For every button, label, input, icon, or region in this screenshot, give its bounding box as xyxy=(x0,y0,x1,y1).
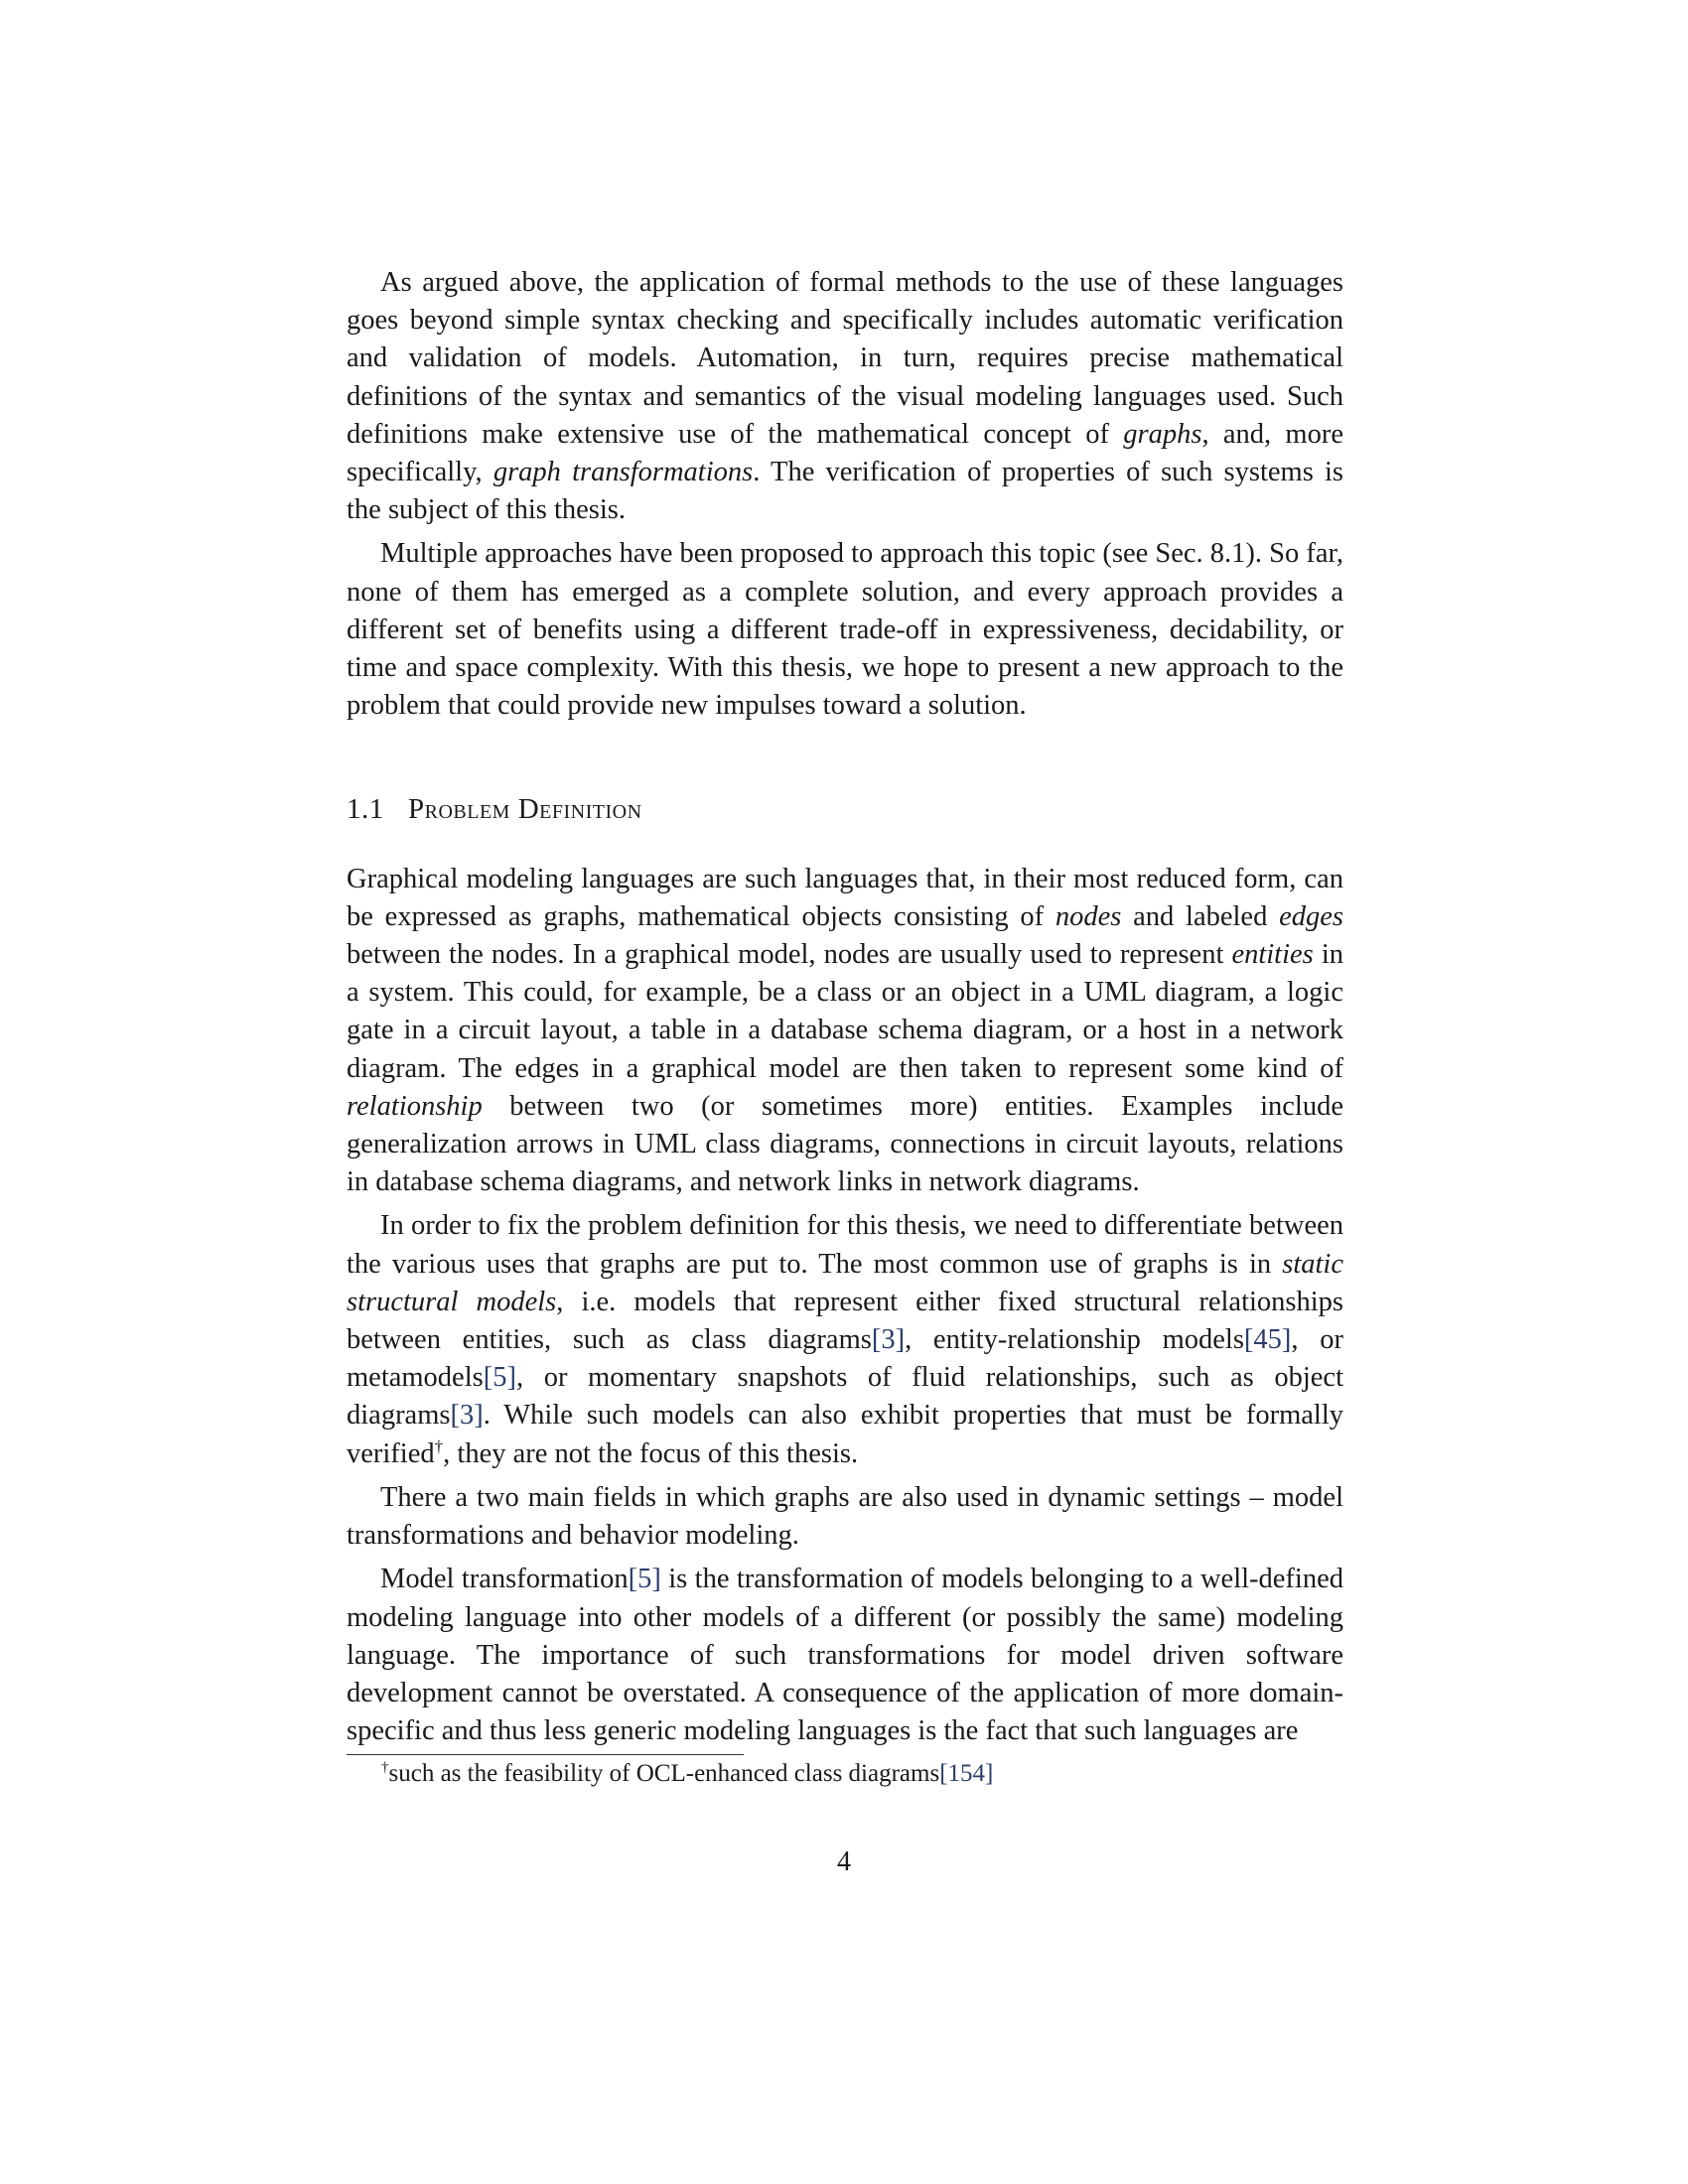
text-run: As argued above, the application of formal methods to the use of these languages goes beyond simple syntax checking and specifically includes automatic verification and validation of models. Automation, in turn, requires precise mathematical definitions of the syntax and semantics of the visual modeling languages used. Such definitions make extensive use of the mathematical concept of xyxy=(347,267,1343,450)
text-run: , they are not the focus of this thesis. xyxy=(443,1437,859,1469)
text-run: between the nodes. In a graphical model, nodes are usually used to represent xyxy=(347,939,1232,971)
text-run: is the transformation of models belonging to a well-defined modeling language into other models of a different (or possibly the same) modeling language. The importance of such transformations for model driven software development cannot be overstated. A consequence of the application of more domain-specific and thus less generic modeling languages is the fact that such languages are xyxy=(347,1564,1343,1747)
text-run: There a two main fields in which graphs are also used in dynamic settings – model transformations and behavior modeling. xyxy=(347,1481,1343,1552)
paragraph-problem-definition xyxy=(347,1207,1343,1472)
text-run: in a system. This could, for example, be a class or an object in a UML diagram, a logic gate in a circuit layout, a table in a database schema diagram, or a host in a network diagram. The edges in a graphical model are then taken to represent some kind of xyxy=(347,939,1343,1084)
section-title: Problem Definition xyxy=(408,793,642,826)
emphasis-text: graphs xyxy=(1123,418,1202,450)
text-run: . While such models can also exhibit properties that must be formally verified xyxy=(347,1400,1343,1469)
footnote-marker: † xyxy=(434,1436,444,1456)
page-body xyxy=(347,264,1343,1756)
text-run: , entity-relationship models xyxy=(905,1324,1244,1356)
emphasis-text: static structural models xyxy=(347,1248,1343,1317)
text-run: Graphical modeling languages are such languages that, in their most reduced form, can be expressed as graphs, mathematical objects consisting of xyxy=(347,863,1343,932)
paragraph-graphical-languages xyxy=(347,861,1343,1202)
emphasis-text: nodes xyxy=(1055,900,1122,932)
citation-link[interactable]: [45] xyxy=(1243,1324,1292,1356)
text-run: , or metamodels xyxy=(347,1324,1343,1394)
citation-link[interactable]: [5] xyxy=(483,1362,516,1394)
text-run: and labeled xyxy=(1121,900,1280,932)
text-run: Model transformation xyxy=(380,1564,629,1595)
text-run: In order to fix the problem definition for this thesis, we need to differentiate between the various uses that graphs are put to. The most common use of graphs is in xyxy=(347,1210,1343,1280)
paragraph-model-transformation xyxy=(347,1561,1343,1750)
footnote-rule xyxy=(347,1754,744,1755)
text-run: Multiple approaches have been proposed to approach this topic (see Sec. 8.1). So far, none of them has emerged as a complete solution, and every approach provides a different set of benefits using a different trade-off in expressiveness, decidability, or time and space complexity. With this thesis, we hope to present a new approach to the problem that could provide new impulses toward a solution. xyxy=(347,538,1343,722)
citation-link[interactable]: [3] xyxy=(450,1400,484,1432)
text-run: , or momentary snapshots of fluid relationships, such as object diagrams xyxy=(347,1362,1343,1432)
emphasis-text: relationship xyxy=(347,1090,483,1122)
emphasis-text: graph transformations xyxy=(492,457,754,488)
text-run: . The verification of properties of such systems is the subject of this thesis. xyxy=(347,457,1343,526)
text-run: , i.e. models that represent either fixed structural relationships between entities, such as class diagrams xyxy=(347,1286,1343,1356)
footnote xyxy=(381,1757,1335,1791)
text-run: between two (or sometimes more) entities. Examples include generalization arrows in UML class diagrams, connections in circuit layouts, relations in database schema diagrams, and network links in network diagrams. xyxy=(347,1090,1343,1198)
section-heading xyxy=(347,790,1343,828)
text-run: such as the feasibility of OCL-enhanced class diagrams xyxy=(388,1760,940,1787)
footnote-marker: † xyxy=(381,1759,389,1776)
citation-link[interactable]: [3] xyxy=(871,1324,906,1356)
text-run: , and, more specifically, xyxy=(347,418,1343,488)
page-number: 4 xyxy=(837,1846,851,1877)
citation-link[interactable]: [5] xyxy=(628,1564,661,1595)
citation-link[interactable]: [154] xyxy=(939,1760,994,1787)
emphasis-text: entities xyxy=(1231,939,1314,971)
paragraph-dynamic-settings xyxy=(347,1479,1343,1555)
paragraph-intro xyxy=(347,264,1343,529)
section-number: 1.1 xyxy=(347,793,384,826)
emphasis-text: edges xyxy=(1279,900,1343,932)
paragraph-approaches xyxy=(347,535,1343,725)
